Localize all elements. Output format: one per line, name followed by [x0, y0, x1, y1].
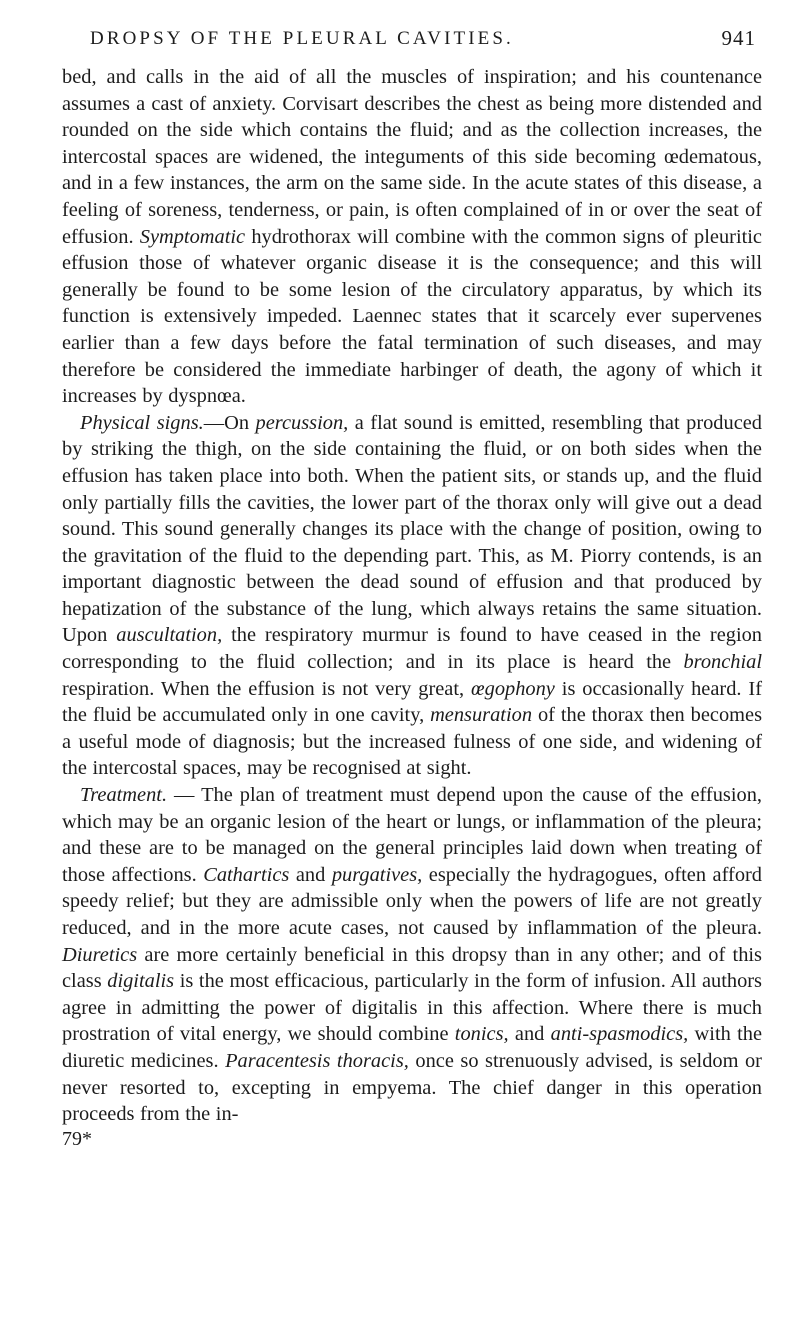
italic-run: anti-spasmodics,: [550, 1023, 689, 1046]
italic-run: percussion,: [255, 411, 349, 434]
italic-run: Symptomatic: [139, 225, 246, 248]
text-run: is the most efficacious, particularly in the form of infusion. All authors agree in admitting the power of digitalis in this affection. Where there is much prostration of vital energy, we should combine: [62, 970, 762, 1046]
paragraph-physical-signs: [62, 410, 762, 782]
body-text: [62, 64, 762, 1128]
italic-run: auscultation,: [116, 624, 223, 647]
italic-run: bronchial: [683, 651, 762, 674]
paragraph-treatment: [62, 782, 762, 1128]
text-run: especially the hydragogues, often afford speedy relief; but they are admissible only when the powers of life are not greatly reduced, and in the more acute cases, not caused by inflammation of the pleura.: [62, 863, 762, 939]
running-head-title: DROPSY OF THE PLEURAL CAVITIES.: [90, 28, 514, 49]
book-page: [62, 20, 762, 1320]
italic-run: Physical signs.: [80, 411, 204, 434]
text-run: respiration. When the effusion is not very great,: [62, 677, 472, 700]
text-run: hydrothorax will combine with the common signs of pleuritic effusion those of whatever organic disease it is the consequence; and this will generally be found to be some lesion of the circulatory apparatus, by which its function is extensively impeded. Laennec states that it scarcely ever supervenes earlier than a few days before the fatal termination of such diseases, and may therefore be considered the immediate harbinger of death, the agony of which it increases by dyspnœa.: [62, 225, 762, 408]
text-run: a flat sound is emitted, resembling that produced by striking the thigh, on the side containing the fluid, or on both sides when the effusion has taken place into both. When the patient sits, or stands up, and the fluid only partially fills the cavities, the lower part of the thorax only will give out a dead sound. This sound generally changes its place with the change of position, owing to the gravitation of the fluid to the depending part. This, as M. Piorry contends, is an important diagnostic between the dead sound of effusion and that produced by hepatization of the substance of the lung, which always retains the same situation. Upon: [62, 411, 762, 647]
text-run: bed, and calls in the aid of all the muscles of inspiration; and his countenance assumes a cast of anxiety. Corvisart describes the chest as being more distended and rounded on the side which contains the fluid; and as the collection increases, the intercostal spaces are widened, the integuments of this side becoming œdematous, and in a few instances, the arm on the same side. In the acute states of this disease, a feeling of soreness, tenderness, or pain, is often complained of in or over the seat of effusion.: [62, 66, 762, 248]
text-run: and: [289, 863, 332, 886]
italic-run: Cathartics: [203, 863, 290, 886]
text-run: is occasionally heard. If the fluid be accumulated only in one cavity,: [62, 677, 762, 727]
italic-run: tonics,: [454, 1023, 509, 1046]
text-run: once so strenuously advised, is seldom or never resorted to, excepting in empyema. The chief danger in this operation proceeds from the in-: [62, 1049, 762, 1126]
signature-mark: 79*: [62, 1127, 92, 1150]
italic-run: mensuration: [430, 704, 533, 727]
text-run: —On: [203, 411, 256, 434]
paragraph-symptoms: [62, 64, 762, 410]
text-run: are more certainly beneficial in this dropsy than in any other; and of this class: [62, 943, 762, 993]
text-run: the respiratory murmur is found to have ceased in the region corresponding to the fluid collection; and in its place is heard the: [62, 624, 762, 674]
italic-run: Diuretics: [62, 943, 138, 966]
page-number: 941: [721, 26, 756, 50]
text-run: of the thorax then becomes a useful mode of diagnosis; but the increased fulness of one side, and widening of the intercostal spaces, may be recognised at sight.: [62, 704, 762, 780]
italic-run: œgophony: [471, 677, 555, 700]
text-run: and: [508, 1023, 551, 1046]
text-run: — The plan of treatment must depend upon the cause of the effusion, which may be an organic lesion of the heart or lungs, or inflammation of the pleura; and these are to be managed on the general principles laid down when treating of those affections.: [62, 784, 762, 886]
italic-run: digitalis: [107, 970, 175, 993]
italic-run: Treatment.: [80, 784, 168, 807]
italic-run: purgatives,: [331, 863, 423, 886]
text-run: with the diuretic medicines.: [62, 1023, 762, 1072]
italic-run: Paracentesis thoracis,: [225, 1049, 409, 1072]
running-head: [62, 20, 762, 64]
